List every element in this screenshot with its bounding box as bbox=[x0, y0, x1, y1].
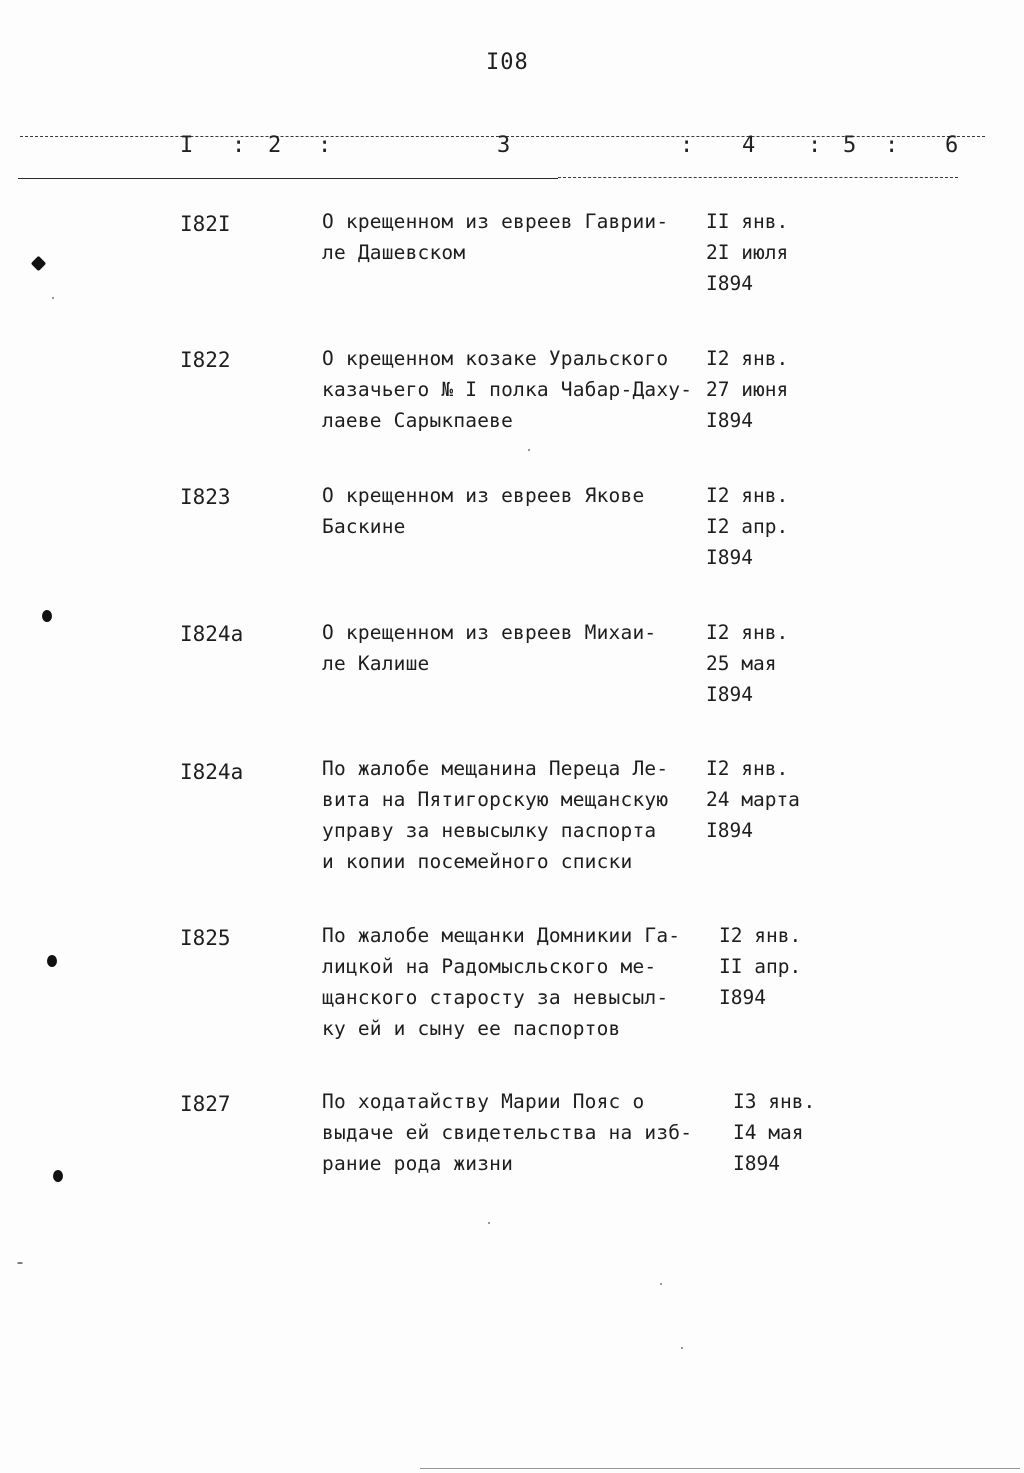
column-heading-1: I bbox=[180, 133, 194, 158]
entry-dates: I2 янв. 24 марта I894 bbox=[706, 757, 800, 842]
scan-speck bbox=[528, 449, 530, 451]
column-separator: : bbox=[885, 133, 899, 158]
column-separator: : bbox=[318, 133, 332, 158]
entry-dates: II янв. 2I июля I894 bbox=[706, 210, 789, 295]
entry-number: I82I bbox=[180, 212, 231, 236]
punch-hole-mark bbox=[42, 610, 52, 622]
entry-number: I825 bbox=[180, 926, 231, 950]
column-separator: : bbox=[808, 133, 822, 158]
scan-speck bbox=[660, 1283, 662, 1285]
header-bottom-rule-dashed bbox=[558, 177, 958, 178]
entry-description: О крещенном из евреев Гаврии- ле Дашевском bbox=[322, 210, 669, 264]
entry-description: О крещенном козаке Уральского казачьего № I полка Чабар-Даху- лаеве Сарыкпаеве bbox=[322, 347, 693, 432]
scan-speck bbox=[52, 297, 54, 299]
entry-dates: I3 янв. I4 мая I894 bbox=[733, 1090, 816, 1175]
column-separator: : bbox=[680, 133, 694, 158]
column-heading-3: 3 bbox=[497, 133, 511, 158]
entry-number: I827 bbox=[180, 1092, 231, 1116]
entry-description: О крещенном из евреев Михаи- ле Калише bbox=[322, 621, 657, 675]
entry-number: I824а bbox=[180, 622, 244, 646]
entry-description: О крещенном из евреев Якове Баскине bbox=[322, 484, 645, 538]
entry-dates: I2 янв. 25 мая I894 bbox=[706, 621, 789, 706]
scan-speck bbox=[488, 1222, 490, 1224]
entry-description: По жалобе мещанина Переца Ле- вита на Пятигорскую мещанскую управу за невысылку паспорта и копии посемейного списки bbox=[322, 757, 669, 873]
column-heading-5: 5 bbox=[843, 133, 857, 158]
punch-hole-mark bbox=[47, 955, 57, 967]
entry-dates: I2 янв. II апр. I894 bbox=[719, 924, 802, 1009]
entry-number: I823 bbox=[180, 485, 231, 509]
entry-dates: I2 янв. 27 июня I894 bbox=[706, 347, 789, 432]
column-heading-6: 6 bbox=[945, 133, 959, 158]
entry-number: I824а bbox=[180, 760, 244, 784]
punch-hole-mark bbox=[31, 256, 47, 272]
entry-description: По жалобе мещанки Домникии Га- лицкой на Радомысльского ме- щанского старосту за невысыл- ку ей и сыну ее паспортов bbox=[322, 924, 681, 1040]
page-number: I08 bbox=[486, 50, 529, 75]
column-heading-2: 2 bbox=[268, 133, 282, 158]
entry-description: По ходатайству Марии Пояс о выдаче ей свидетельства на изб- рание рода жизни bbox=[322, 1090, 693, 1175]
entry-number: I822 bbox=[180, 348, 231, 372]
punch-hole-mark bbox=[53, 1170, 63, 1182]
column-heading-4: 4 bbox=[742, 133, 756, 158]
scan-speck bbox=[681, 1347, 683, 1349]
sheet-bottom-edge bbox=[420, 1468, 1020, 1469]
entry-dates: I2 янв. I2 апр. I894 bbox=[706, 484, 789, 569]
header-bottom-rule bbox=[18, 178, 558, 179]
column-separator: : bbox=[232, 133, 246, 158]
scan-speck bbox=[17, 1262, 23, 1264]
